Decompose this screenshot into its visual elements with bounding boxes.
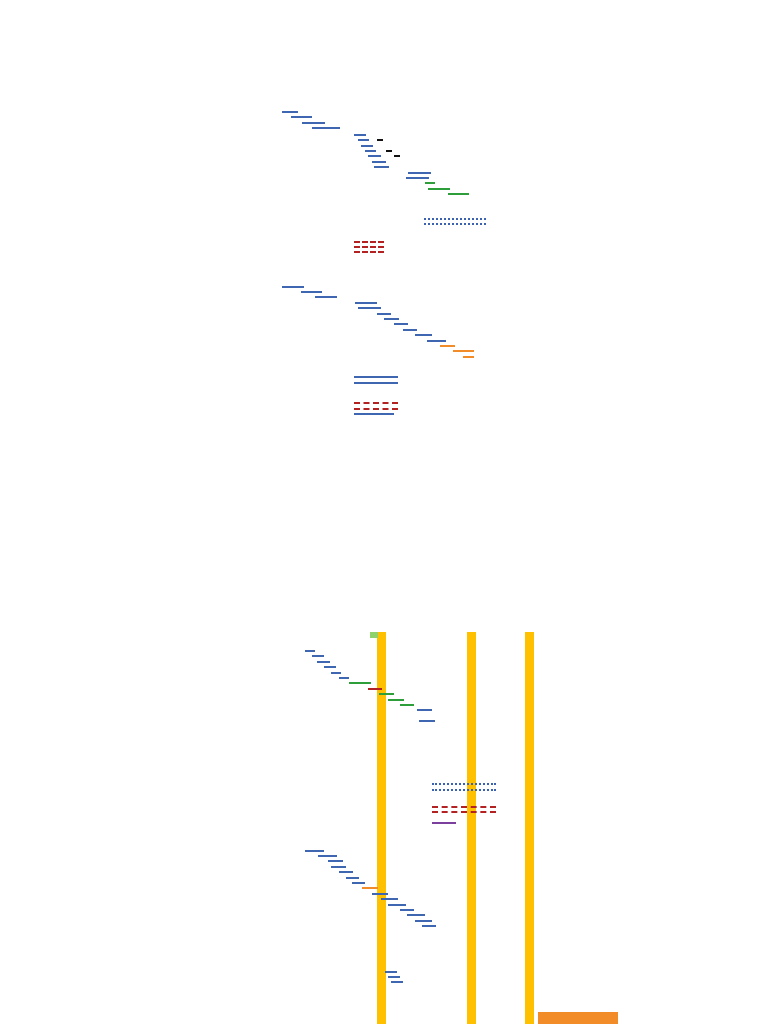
gantt-bar (354, 382, 398, 384)
gantt-bar (377, 313, 391, 315)
gantt-dashed (354, 402, 398, 404)
gantt-bar (302, 122, 325, 124)
week-end-highlight (377, 632, 386, 1024)
gantt-bar (384, 318, 398, 320)
gantt-bar (385, 971, 397, 973)
gantt-bar (408, 172, 431, 174)
gantt-arrow (377, 139, 383, 141)
gantt-bar (388, 699, 404, 701)
gantt-bar (368, 688, 383, 690)
gantt-bar (425, 182, 436, 184)
gantt-bar (305, 650, 315, 652)
gantt-bar (331, 672, 341, 674)
gantt-bar (379, 693, 394, 695)
gantt-bar (381, 898, 399, 900)
gantt-bar (305, 850, 324, 852)
gantt-bar (301, 291, 323, 293)
gantt-bar (346, 877, 359, 879)
gantt-bar (315, 296, 337, 298)
gantt-bar (419, 720, 435, 722)
gantt-bar (388, 976, 400, 978)
week-end-highlight (467, 632, 476, 1024)
gantt-dashed (354, 241, 384, 243)
gantt-bar (339, 871, 354, 873)
gantt-bar (374, 166, 388, 168)
gantt-bar (331, 866, 346, 868)
gantt-arrow (386, 150, 392, 152)
today-marker (370, 632, 378, 638)
gantt-bar (365, 150, 377, 152)
gantt-bar (448, 193, 470, 195)
gantt-dashed (354, 246, 384, 248)
gantt-bar (427, 340, 446, 342)
gantt-bar (361, 145, 373, 147)
gantt-arrow (394, 155, 400, 157)
gantt-bar (394, 323, 408, 325)
gantt-bar (453, 350, 473, 352)
gantt-bar (354, 134, 366, 136)
gantt-dashed (432, 806, 496, 808)
gantt-bar (354, 413, 394, 415)
gantt-bar (403, 329, 417, 331)
gantt-bar (388, 904, 406, 906)
gantt-bar (440, 345, 454, 347)
gantt-bar (400, 909, 415, 911)
gantt-bar (415, 334, 432, 336)
gantt-dashed (354, 408, 398, 410)
gantt-bar (282, 111, 298, 113)
gantt-bar (372, 161, 386, 163)
gantt-bar (407, 914, 425, 916)
gantt-bar (324, 666, 336, 668)
gantt-bar (391, 981, 403, 983)
gantt-bar (352, 882, 365, 884)
gantt-bar (339, 677, 349, 679)
gantt-bar (428, 188, 450, 190)
gantt-bar (349, 682, 371, 684)
gantt-bar (282, 286, 304, 288)
gantt-bar (312, 127, 339, 129)
gantt-bar (354, 376, 398, 378)
gantt-bar (355, 302, 377, 304)
week-end-highlight (525, 632, 534, 1024)
gantt-bar (432, 822, 456, 824)
gantt-bar (422, 925, 437, 927)
gantt-bar (312, 655, 324, 657)
gantt-dashed (432, 811, 496, 813)
gantt-bar (417, 709, 432, 711)
gantt-dashed (354, 251, 384, 253)
gantt-bar (328, 860, 343, 862)
gantt-bar (415, 920, 433, 922)
gantt-bar (368, 155, 381, 157)
gantt-dotted (432, 783, 496, 785)
gantt-bar (362, 887, 378, 889)
gantt-bar (400, 704, 415, 706)
gantt-bar (372, 893, 388, 895)
gantt-bar (358, 307, 381, 309)
gantt-dotted (424, 218, 486, 220)
gantt-bar (358, 139, 370, 141)
gantt-bar (317, 661, 330, 663)
gantt-bar (318, 855, 337, 857)
gantt-dotted (424, 223, 486, 225)
gantt-bar (291, 116, 313, 118)
highlight-cell (538, 1012, 618, 1024)
gantt-dotted (432, 789, 496, 791)
gantt-bar (406, 177, 429, 179)
gantt-bar (463, 356, 475, 358)
